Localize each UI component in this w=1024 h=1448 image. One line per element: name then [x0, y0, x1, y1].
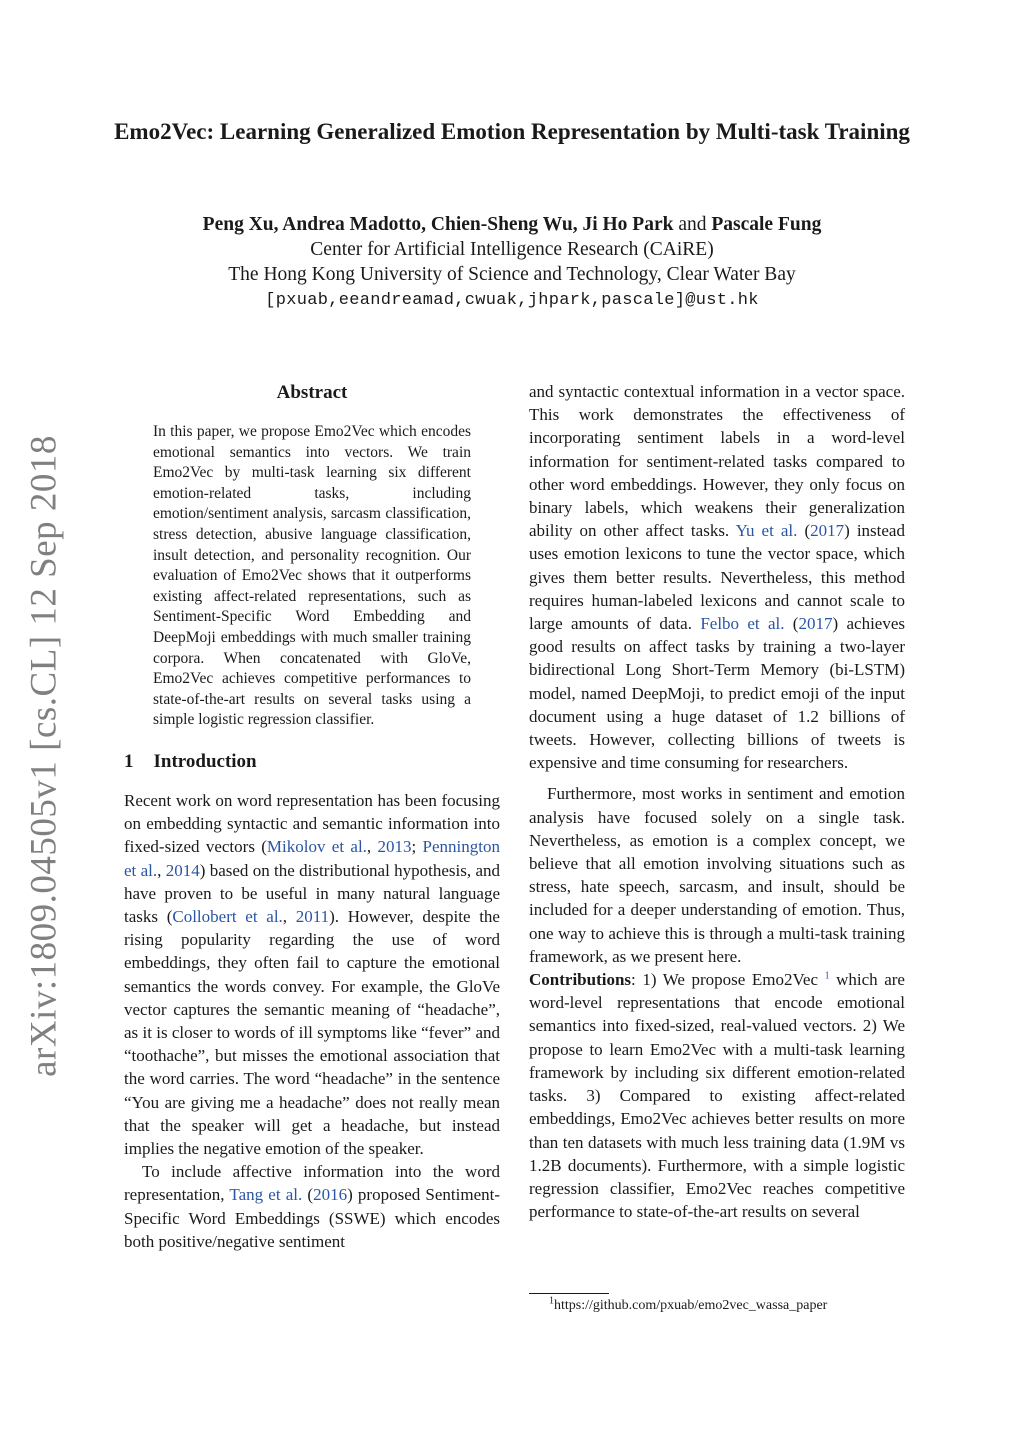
left-column: [124, 380, 500, 1253]
citation-link[interactable]: 2016: [313, 1185, 348, 1205]
author-block: [100, 212, 924, 313]
citation-link[interactable]: 2017: [798, 614, 833, 634]
body-paragraph-multitask: Furthermore, most works in sentiment and emotion analysis have focused solely on a single task. Nevertheless, as emotion is a complex concept, we believe that all emotion involving situations such as stress, hate speech, sarcasm, and insult, should be included for a deeper understanding of emotion. Thus, one way to achieve this is through a multi-task training framework, as we present here.: [529, 784, 905, 966]
body-paragraph-continued: and syntactic contextual information in a vector space. This work demonstrates the effectiveness of incorporating sentiment labels in a word-level information for sentiment-related tasks compared to other word embeddings. However, they only focus on binary labels, which weakens their generalization ability on other affect tasks. Yu et al. (2017) instead uses emotion lexicons to tune the vector space, which gives them better results. Nevertheless, this method requires human-labeled lexicons and cannot scale to large amounts of data. Felbo et al. (2017) achieves good results on affect tasks by training a two-layer bidirectional Long Short-Term Memory (bi-LSTM) model, named DeepMoji, to predict emoji of the input document using a huge dataset of 1.2 billions of tweets. However, collecting billions of tweets is expensive and time consuming for researchers.: [529, 382, 905, 773]
citation-link[interactable]: Collobert et al.: [172, 906, 283, 926]
affiliation-1: Center for Artificial Intelligence Research (CAiRE): [310, 239, 714, 260]
right-column: [529, 380, 905, 1223]
citation-link[interactable]: Tang et al.: [229, 1185, 303, 1205]
author-names: Peng Xu, Andrea Madotto, Chien-Sheng Wu, Ji Ho Park: [202, 214, 674, 235]
footnote-marker[interactable]: 1: [824, 970, 830, 982]
citation-link[interactable]: Mikolov et al.: [266, 837, 367, 857]
citation-link[interactable]: 2017: [810, 521, 845, 541]
section-title: Introduction: [153, 750, 257, 772]
abstract-text: In this paper, we propose Emo2Vec which encodes emotional semantics into vectors. We train Emo2Vec by multi-task learning six different emotion-related tasks, including emotion/sentiment analysis, sarcasm classification, stress detection, abusive language classification, insult detection, and personality recognition. Our evaluation of Emo2Vec shows that it outperforms existing affect-related representations, such as Sentiment-Specific Word Embedding and DeepMoji embeddings with much smaller training corpora. When concatenated with GloVe, Emo2Vec achieves competitive performances to state-of-the-art results on several tasks using a simple logistic regression classifier.: [153, 423, 471, 729]
footnote-number: 1: [549, 1295, 554, 1307]
section-heading-introduction: [124, 749, 500, 775]
section-number: 1: [124, 750, 134, 772]
abstract-heading: Abstract: [276, 382, 348, 403]
citation-link[interactable]: Yu et al.: [735, 521, 798, 541]
footnote-divider: [529, 1293, 609, 1294]
arxiv-identifier-stamp: arXiv:1809.04505v1 [cs.CL] 12 Sep 2018: [23, 435, 65, 1077]
author-emails: [pxuab,eeandreamad,cwuak,jhpark,pascale]@ust.hk: [265, 291, 759, 310]
footnote: [549, 1297, 827, 1315]
intro-paragraph-2: To include affective information into the word representation, Tang et al. (2016) proposed Sentiment-Specific Word Embeddings (SSWE) which encodes both positive/negative sentiment: [124, 1162, 500, 1251]
citation-link[interactable]: Felbo et al.: [700, 614, 785, 634]
citation-link[interactable]: 2011: [295, 906, 330, 926]
contributions-label: Contributions: [529, 970, 632, 990]
author-list: [100, 212, 924, 237]
citation-link[interactable]: Pennington et al.: [124, 837, 500, 880]
intro-paragraph-1: Recent work on word representation has been focusing on embedding syntactic and semantic information into fixed-sized vectors (Mikolov et al., 2013; Pennington et al., 2014) based on the distributional hypothesis, and have proven to be useful in many natural language tasks (Collobert et al., 2011). However, despite the rising popularity regarding the use of word embeddings, they often fail to capture the emotional semantics the words convey. For example, the GloVe vector captures the semantic meaning of “headache”, as it is closer to words of ill symptoms like “fever” and “toothache”, but misses the emotional association that the word carries. The word “headache” in the sentence “You are giving me a headache” does not really mean that the speaker will get a headache, but instead implies the negative emotion of the speaker.: [124, 790, 500, 1158]
contributions-paragraph: Contributions: 1) We propose Emo2Vec $^1$ which are word-level representations that encode emotional semantics into fixed-sized, real-valued vectors. 2) We propose to learn Emo2Vec with a multi-task learning framework by including six different emotion-related tasks. 3) Compared to existing affect-related embeddings, Emo2Vec achieves better results on more than ten datasets with much less training data (1.9M vs 1.2B documents). Furthermore, with a simple logistic regression classifier, Emo2Vec reaches competitive performance to state-of-the-art results on several: [529, 970, 905, 1222]
citation-link[interactable]: 2013: [377, 837, 412, 857]
footnote-url: https://github.com/pxuab/emo2vec_wassa_paper: [554, 1298, 828, 1313]
citation-link[interactable]: 2014: [165, 860, 200, 880]
paper-title: Emo2Vec: Learning Generalized Emotion Representation by Multi-task Training: [114, 119, 910, 144]
author-last: Pascale Fung: [711, 214, 822, 235]
author-conjunction: and: [673, 214, 712, 235]
affiliation-2: The Hong Kong University of Science and Technology, Clear Water Bay: [228, 264, 796, 285]
